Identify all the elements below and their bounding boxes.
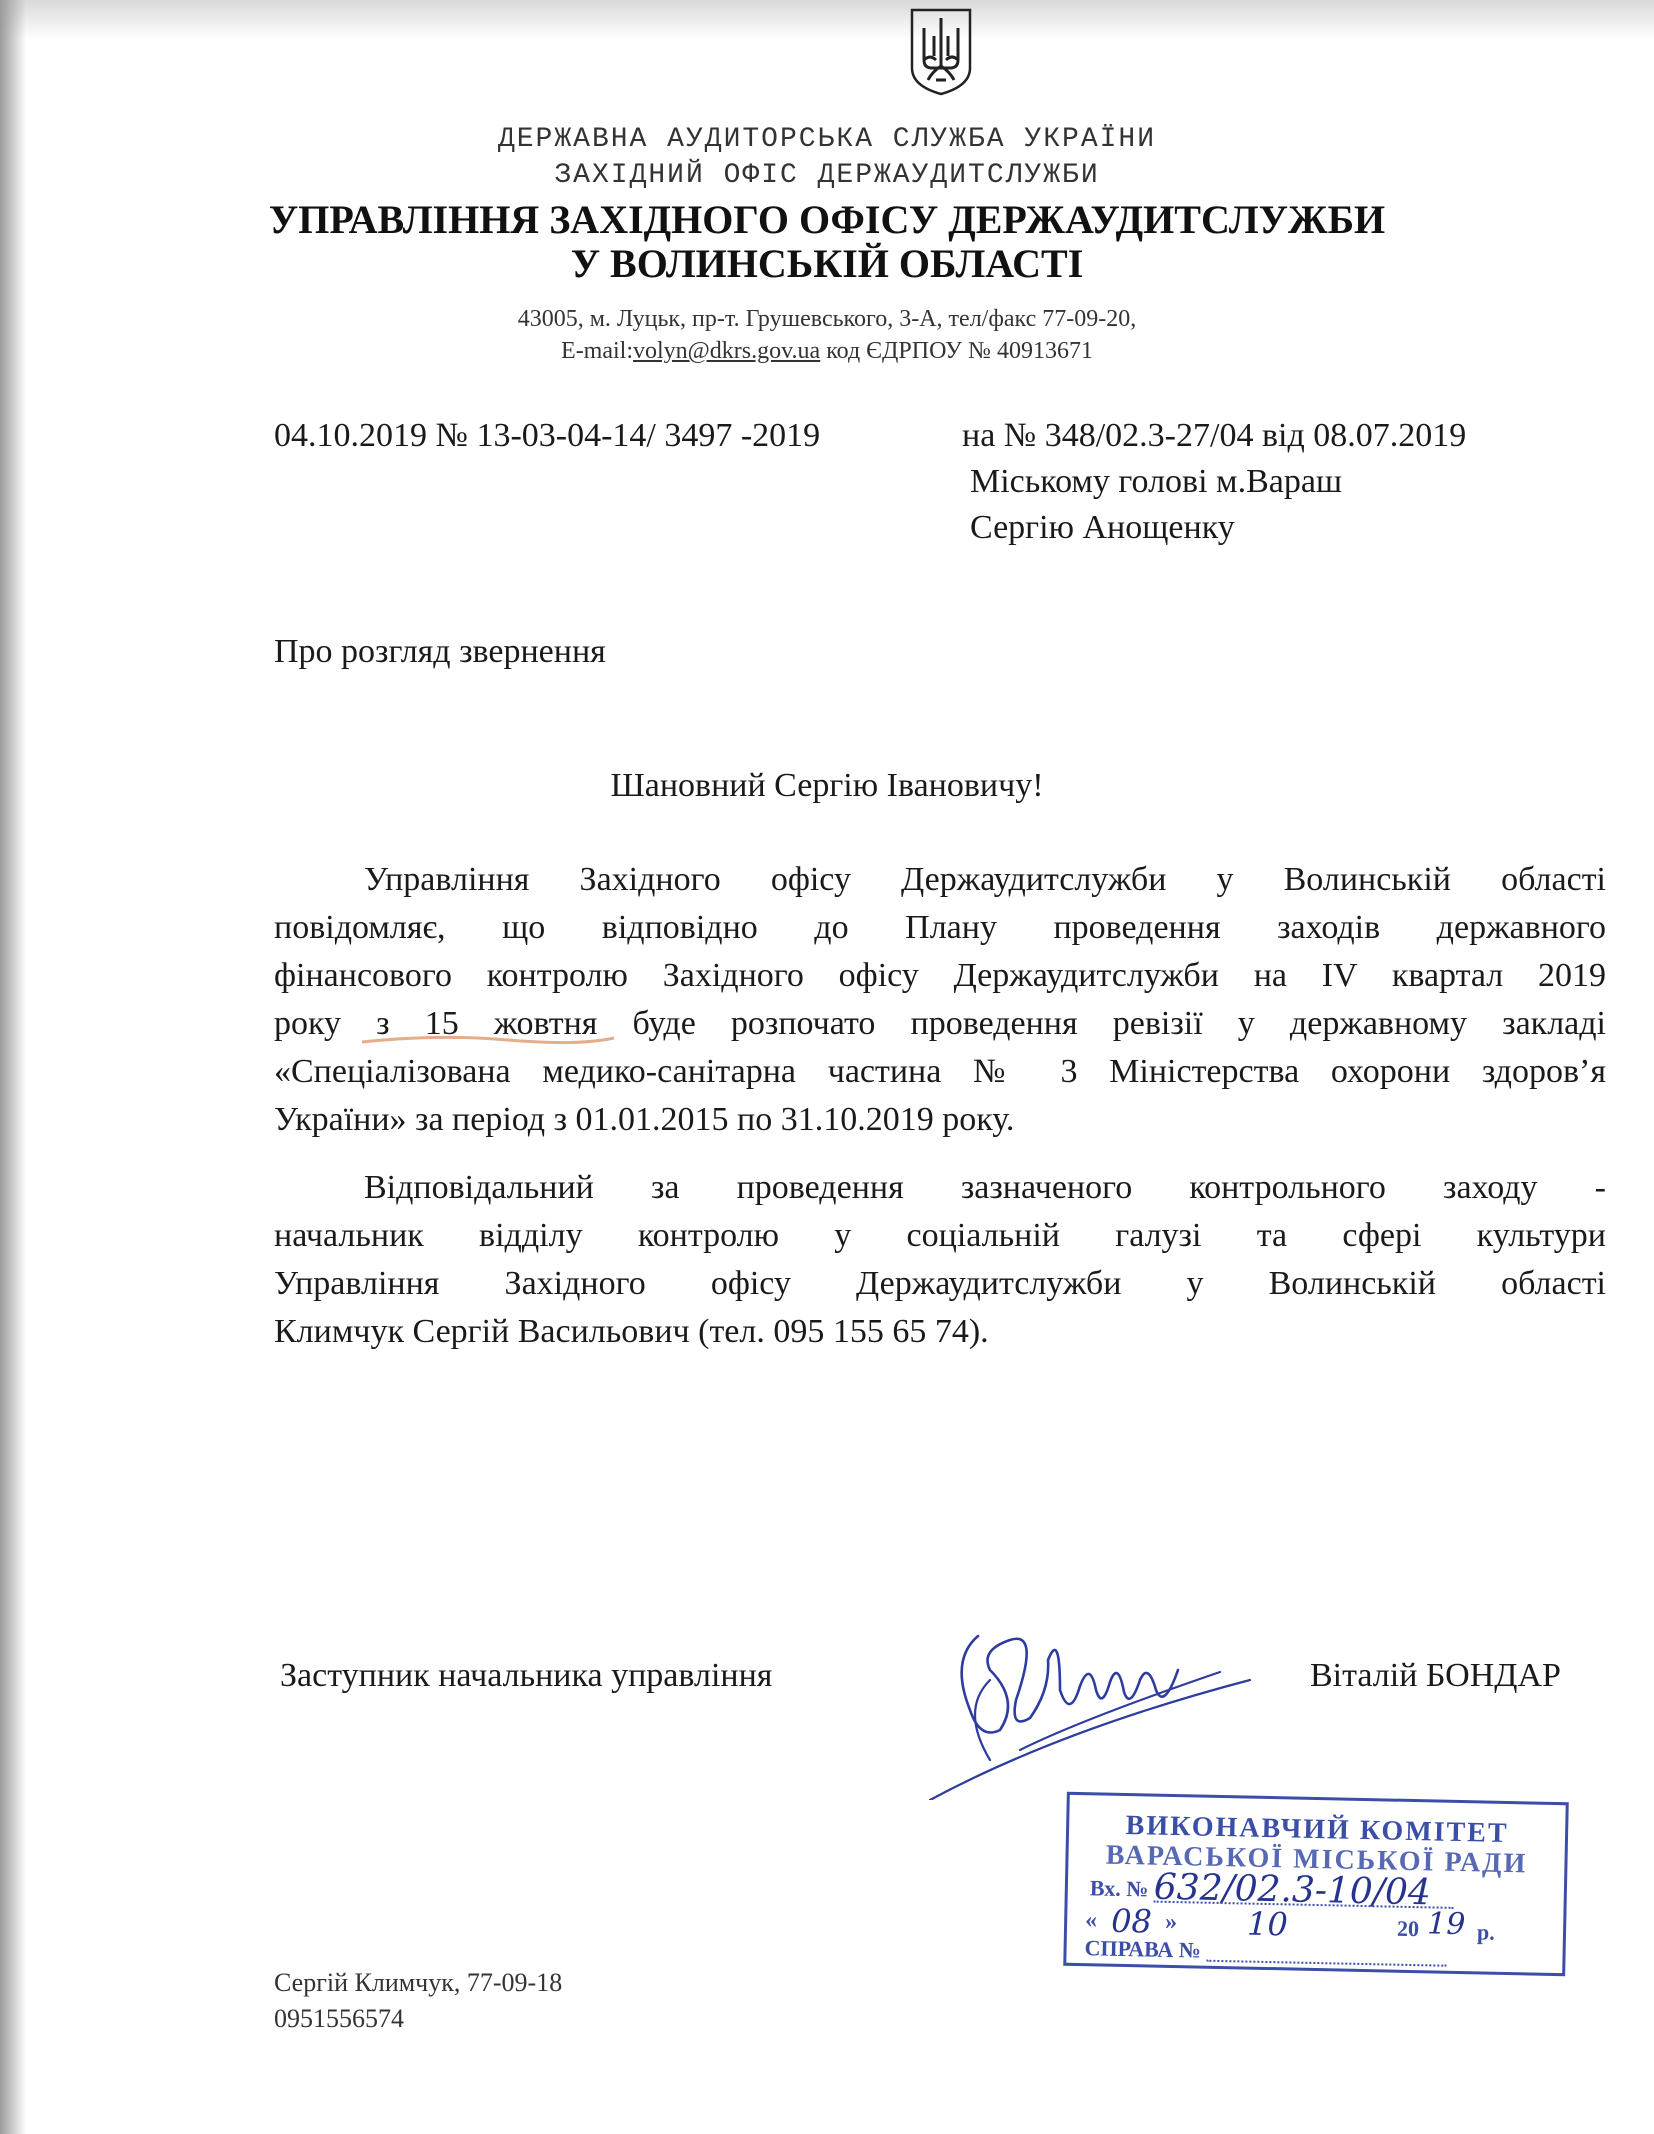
trident-emblem-icon xyxy=(908,6,974,96)
org-address: 43005, м. Луцьк, пр-т. Грушевського, 3-А, тел/факс 77-09-20, xyxy=(517,306,1137,332)
paragraph-2 xyxy=(274,1164,1606,1356)
stamp-close-quote: » xyxy=(1164,1908,1178,1936)
paragraph-1-line: повідомляє, що відповідно до Плану проведення заходів державного xyxy=(274,909,1606,946)
signatory-name: Віталій БОНДАР xyxy=(1310,1657,1561,1694)
stamp-case-line xyxy=(1206,1960,1446,1967)
paragraph-1-line: Управління Західного офісу Держаудитслужби у Волинській області xyxy=(364,861,1606,898)
registration-stamp xyxy=(1063,1792,1569,1976)
stamp-month: 10 xyxy=(1246,1904,1289,1944)
signatory-position: Заступник начальника управління xyxy=(280,1657,773,1694)
email-link[interactable]: volyn@dkrs.gov.ua xyxy=(633,338,821,364)
paragraph-2-line: начальник відділу контролю у соціальній галузі та сфері культури xyxy=(274,1217,1606,1254)
stamp-open-quote: « xyxy=(1084,1907,1098,1934)
greeting: Шановний Сергію Івановичу! xyxy=(610,767,1044,804)
paragraph-1-line: «Спеціалізована медико-санітарна частина № 3 Міністерства охорони здоров’я xyxy=(274,1053,1606,1090)
edrpou-code: код ЄДРПОУ № 40913671 xyxy=(820,338,1093,364)
addressee-line1: Міському голові м.Вараш xyxy=(970,463,1343,500)
paragraph-1-last-line: України» за період з 01.01.2015 по 31.10.2019 року. xyxy=(274,1101,1015,1138)
stamp-incoming-number: 632/02.3-10/04 xyxy=(1153,1866,1432,1914)
paragraph-1 xyxy=(274,856,1606,1144)
paragraph-2-line: Відповідальний за проведення зазначеного контрольного заходу - xyxy=(364,1169,1606,1206)
header-office: ЗАХІДНИЙ ОФІС ДЕРЖАУДИТСЛУЖБИ xyxy=(554,160,1100,191)
stamp-title-line1: ВИКОНАВЧИЙ КОМІТЕТ xyxy=(1125,1810,1509,1850)
org-title-line2: У ВОЛИНСЬКІЙ ОБЛАСТІ xyxy=(570,241,1084,286)
scan-shadow-top xyxy=(0,0,1654,40)
stamp-year-unit: р. xyxy=(1476,1919,1496,1945)
stamp-year-suffix: 19 xyxy=(1426,1906,1466,1943)
header-ministry: ДЕРЖАВНА АУДИТОРСЬКА СЛУЖБА УКРАЇНИ xyxy=(497,124,1157,155)
paragraph-2-line: Управління Західного офісу Держаудитслужби у Волинській області xyxy=(274,1265,1606,1302)
handwritten-underline xyxy=(358,1030,618,1050)
outgoing-number: 04.10.2019 № 13-03-04-14/ 3497 -2019 xyxy=(274,417,821,454)
stamp-year-prefix: 20 xyxy=(1396,1915,1420,1942)
addressee-line2: Сергію Анощенку xyxy=(970,509,1235,546)
signature xyxy=(920,1600,1260,1800)
paragraph-1-line: року з 15 жовтня буде розпочато проведення ревізії у державному закладі xyxy=(274,1005,1606,1042)
email-prefix: E-mail: xyxy=(561,338,634,364)
executor-phone: 0951556574 xyxy=(274,2004,404,2033)
paragraph-2-last-line: Климчук Сергій Васильович (тел. 095 155 65 74). xyxy=(274,1313,989,1350)
paragraph-1-line: фінансового контролю Західного офісу Держаудитслужби на IV квартал 2019 xyxy=(274,957,1606,994)
incoming-reference: на № 348/02.3-27/04 від 08.07.2019 xyxy=(962,417,1467,454)
stamp-case-label: СПРАВА № xyxy=(1084,1935,1202,1963)
subject-line: Про розгляд звернення xyxy=(274,633,606,670)
org-title-line1: УПРАВЛІННЯ ЗАХІДНОГО ОФІСУ ДЕРЖАУДИТСЛУЖБИ xyxy=(268,197,1386,242)
stamp-title-line2: ВАРАСЬКОЇ МІСЬКОЇ РАДИ xyxy=(1105,1839,1528,1880)
executor-contact: Сергій Климчук, 77-09-18 xyxy=(274,1968,563,1997)
org-contacts xyxy=(0,338,1654,365)
stamp-day: 08 xyxy=(1110,1901,1153,1941)
stamp-incoming-label: Вх. № xyxy=(1089,1875,1149,1902)
